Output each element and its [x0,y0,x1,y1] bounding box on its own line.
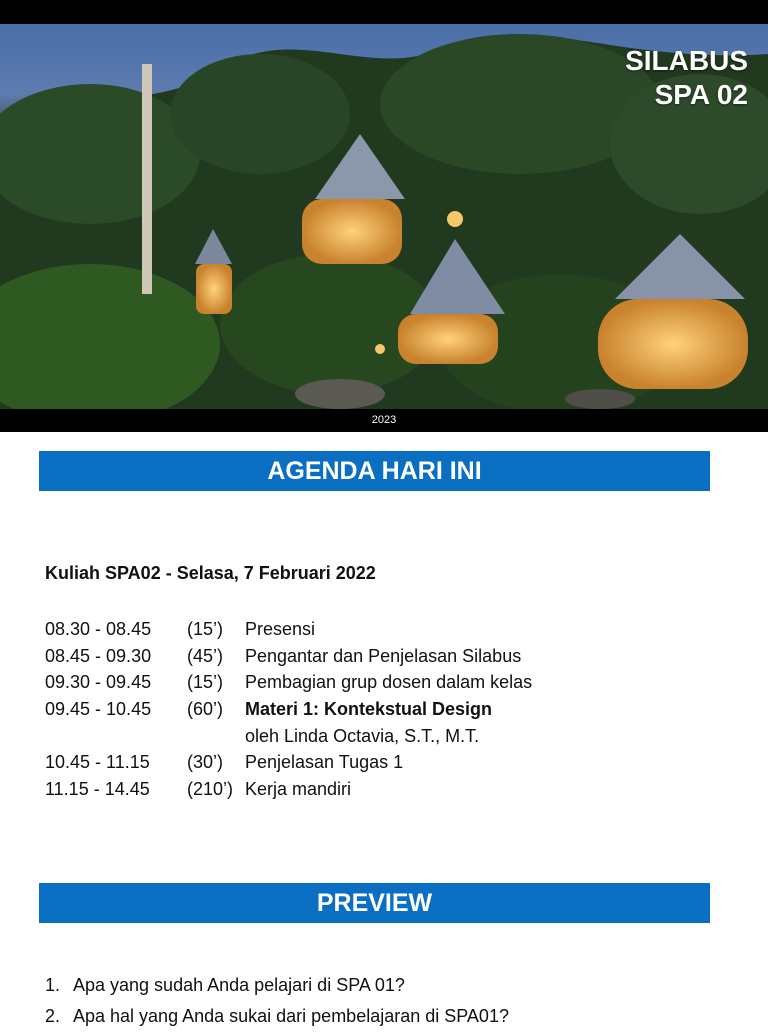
agenda-subtitle: Kuliah SPA02 - Selasa, 7 Februari 2022 [45,563,376,583]
schedule-time: 08.30 - 08.45 [45,619,152,639]
schedule-time: 09.30 - 09.45 [45,672,152,693]
hero-title [625,44,748,112]
question-number: 2. [45,1006,61,1026]
schedule-activity: Presensi [245,619,316,639]
schedule-duration: (15’) [187,672,224,693]
schedule-activity: Penjelasan Tugas 1 [245,752,404,773]
schedule-duration: (30’) [187,752,224,773]
agenda-heading: AGENDA HARI INI [267,457,482,485]
top-black-bar [0,0,768,24]
schedule-duration: (210’) [187,779,234,800]
list-item [45,970,509,1001]
question-number: 1. [45,975,61,995]
agenda-heading-bar [39,451,710,491]
question-text: Apa yang sudah Anda pelajari di SPA 01? [73,975,405,995]
year-label: 2023 [371,414,397,426]
schedule-duration: (45’) [187,645,224,666]
question-text: Apa hal yang Anda sukai dari pembelajaran di SPA01? [73,1006,509,1026]
schedule-time: 10.45 - 11.15 [45,752,150,773]
preview-heading: PREVIEW [316,889,433,917]
schedule-duration: (15’) [187,619,224,639]
year-bar [0,409,768,432]
schedule-activity: Kerja mandiri [245,779,352,800]
preview-question-list [45,970,509,1032]
hero-title-line1: SILABUS [625,45,748,76]
schedule-time: 08.45 - 09.30 [45,645,152,666]
schedule-activity: oleh Linda Octavia, S.T., M.T. [245,725,480,746]
schedule-time: 09.45 - 10.45 [45,699,152,720]
list-item [45,1001,509,1032]
schedule-activity: Pengantar dan Penjelasan Silabus [245,645,522,666]
hero-image [0,24,768,409]
schedule-time: 11.15 - 14.45 [45,779,150,800]
schedule-activity: Pembagian grup dosen dalam kelas [245,672,533,693]
schedule-duration: (60’) [187,699,224,720]
schedule-activity: Materi 1: Kontekstual Design [245,699,493,720]
hero-title-line2: SPA 02 [654,79,748,110]
preview-heading-bar [39,883,710,923]
